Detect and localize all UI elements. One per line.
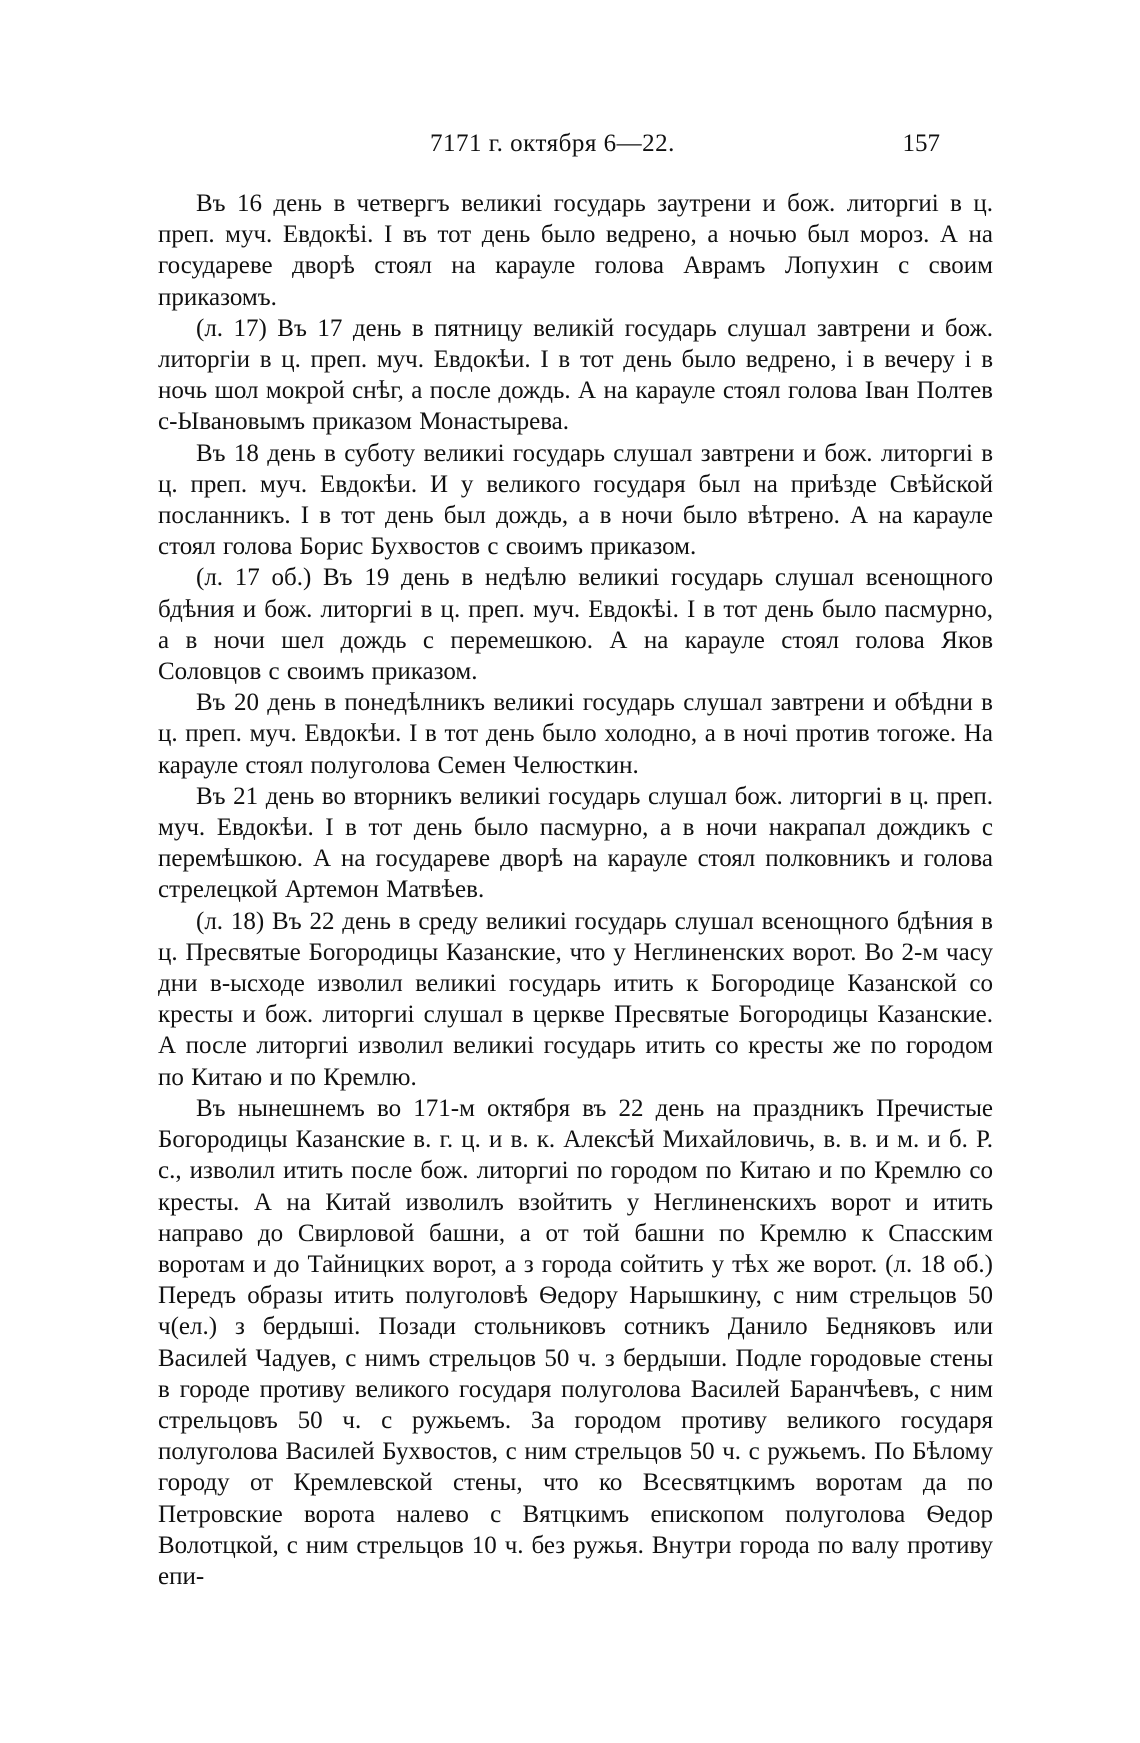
running-title: 7171 г. октября 6—22. bbox=[430, 130, 675, 157]
paragraph-oct-19: (л. 17 об.) Въ 19 день в недѣлю великиі государь слушал всенощного бдѣния и бож. литоргиі в ц. преп. муч. Евдокѣі. І в тот день было пасмурно, а в ночи шел дождь с перемешкою. А на карауле стоял голова Яков Соловцов с своимъ приказом. bbox=[158, 564, 993, 686]
paragraph-oct-21: Въ 21 день во вторникъ великиі государь слушал бож. литоргиі в ц. преп. муч. Евдокѣи. І в тот день было пасмурно, а в ночи накрапал дождикъ с перемѣшкою. А на государеве дворѣ на карауле стоял полковникъ и голова стрелецкой Артемон Матвѣев. bbox=[158, 782, 993, 904]
paragraph-oct-22: (л. 18) Въ 22 день в среду великиі государь слушал всенощного бдѣния в ц. Пресвятые Богородицы Казанские, что у Неглиненских ворот. Во 2-м часу дни в-ысходе изволил великиі государь итить к Богородице Казанской со кресты и бож. литоргиі слушал в церкве Пресвятые Богородицы Казанские. А после литоргиі изволил великиі государь итить со кресты же по городом по Китаю и по Кремлю. bbox=[158, 907, 993, 1091]
text-body bbox=[158, 188, 993, 1592]
page-header bbox=[140, 130, 940, 170]
paragraph-oct-16: Въ 16 день в четвергъ великиі государь заутрени и бож. литоргиі в ц. преп. муч. Евдокѣі. І въ тот день было ведрено, а ночью был мороз. А на государеве дворѣ стоял на карауле голова Аврамъ Лопухин с своим приказомъ. bbox=[158, 190, 993, 311]
paragraph-oct-18: Въ 18 день в суботу великиі государь слушал завтрени и бож. литоргиі в ц. преп. муч. Евдокѣи. И у великого государя был на приѣзде Свѣйской посланникъ. І в тот день был дождь, а в ночи было вѣтрено. А на карауле стоял голова Борис Бухвостов с своимъ приказом. bbox=[158, 439, 993, 561]
paragraph-procession: Въ нынешнемъ во 171-м октября въ 22 день на праздникъ Пречистые Богородицы Казанские в. г. ц. и в. к. Алексѣй Михайловичь, в. в. и м. и б. Р. с., изволил итить после бож. литоргиі по городом по Китаю и по Кремлю со кресты. А на Китай изволилъ взойтить у Неглиненскихъ ворот и итить направо до Свирловой башни, а от той башни по Кремлю к Спасским воротам и до Тайницких ворот, а з города сойтить у тѣх же ворот. (л. 18 об.) Передъ образы итить полуголовѣ Ѳедору Нарышкину, с ним стрельцов 50 ч(ел.) з бердыші. Позади стольниковъ сотникъ Данило Бедняковъ или Василей Чадуев, с нимъ стрельцов 50 ч. з бердыши. Подле городовые стены в городе противу великого государя полуголова Василей Баранчѣевъ, с ним стрельцовъ 50 ч. с ружьемъ. За городом противу великого государя полуголова Василей Бухвостов, с ним стрельцов 50 ч. с ружьемъ. По Бѣлому городу от Кремлевской стены, что ко Всесвятцкимъ воротам да по Петровские ворота налево с Вятцкимъ епископом полуголова Ѳедор Волотцкой, с ним стрельцов 10 ч. без ружья. Внутри города по валу противу епи- bbox=[158, 1094, 993, 1590]
paragraph-oct-17: (л. 17) Въ 17 день в пятницу великій государь слушал завтрени и бож. литоргіи в ц. преп. муч. Евдокѣи. І в тот день было ведрено, і в вечеру і в ночь шол мокрой снѣг, а после дождь. А на карауле стоял голова Іван Полтев с-Ывановымъ приказом Монастырева. bbox=[158, 314, 993, 436]
page-number: 157 bbox=[902, 130, 940, 157]
paragraph-oct-20: Въ 20 день в понедѣлникъ великиі государь слушал завтрени и обѣдни в ц. преп. муч. Евдокѣи. І в тот день было холодно, а в ночі против тогоже. На карауле стоял полуголова Семен Челюсткин. bbox=[158, 689, 993, 779]
